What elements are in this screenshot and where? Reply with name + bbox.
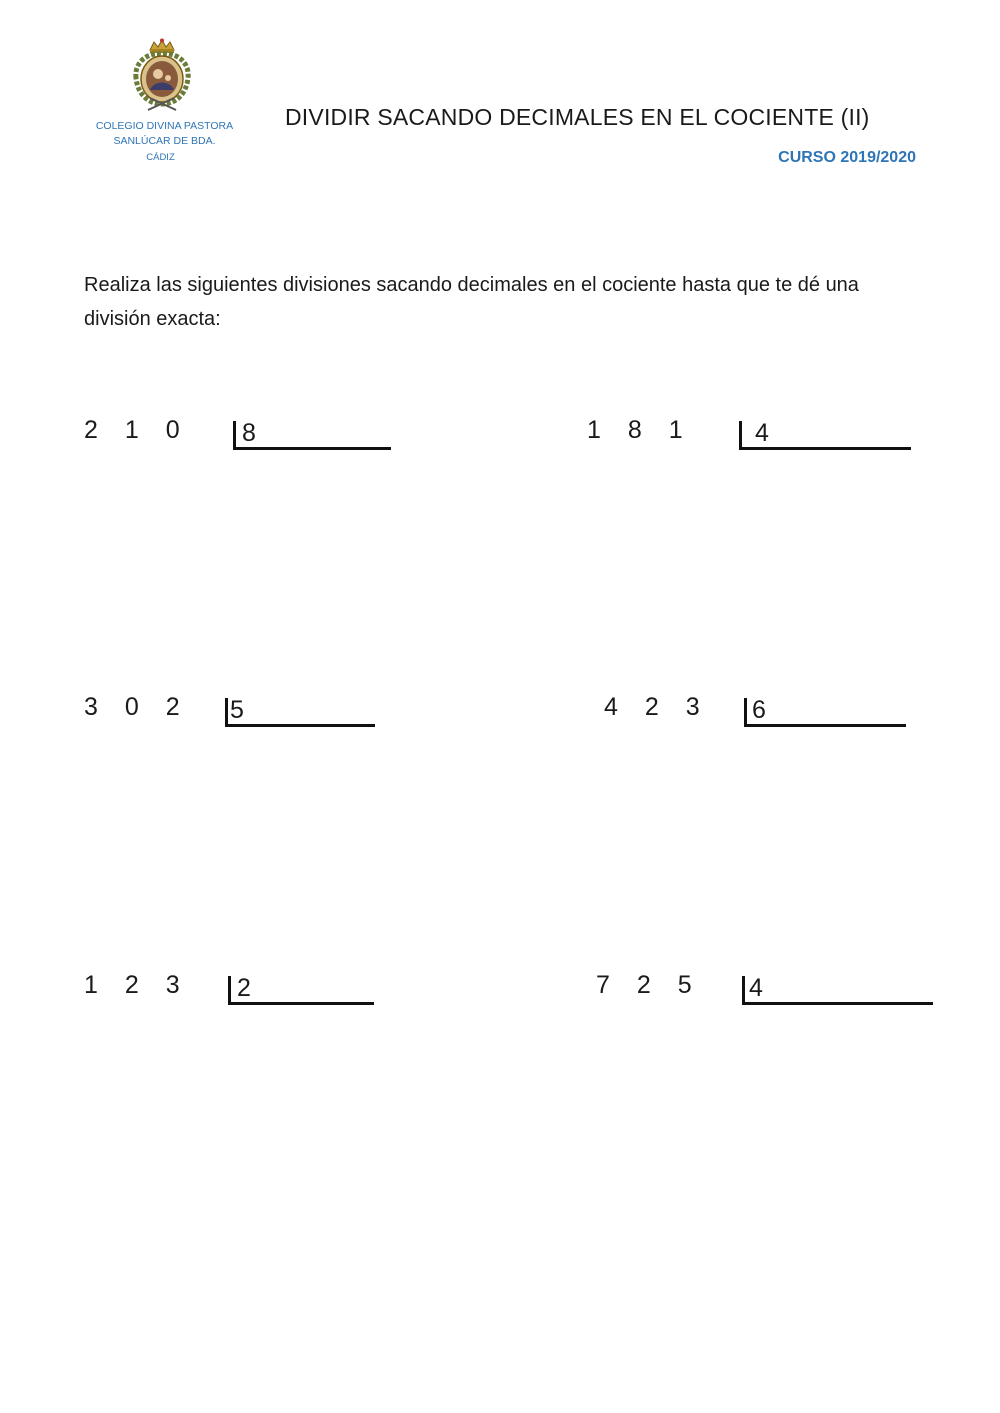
instructions-text: Realiza las siguientes divisiones sacando decimales en el cociente hasta que te dé una división exacta:: [84, 274, 859, 330]
divisor: 6: [752, 696, 766, 724]
dividend: 1 8 1: [587, 416, 693, 444]
divisor: 4: [755, 419, 769, 447]
school-name: COLEGIO DIVINA PASTORA: [95, 120, 234, 132]
course-label: CURSO 2019/2020: [778, 149, 916, 166]
page-title: DIVIDIR SACANDO DECIMALES EN EL COCIENTE (II): [285, 104, 870, 130]
dividend: 2 1 0: [84, 416, 190, 444]
dividend: 4 2 3: [604, 693, 710, 721]
coat-of-arms-icon: [126, 38, 198, 112]
division-bracket: [739, 421, 911, 450]
division-bracket: [228, 976, 374, 1005]
school-town: SANLÚCAR DE BDA.: [113, 135, 216, 147]
divisor: 4: [749, 974, 763, 1002]
divisor: 5: [230, 696, 244, 724]
division-bracket: [225, 698, 375, 727]
divisor: 8: [242, 419, 256, 447]
division-bracket: [744, 698, 906, 727]
dividend: 7 2 5: [596, 971, 702, 999]
division-bracket: [742, 976, 933, 1005]
dividend: 3 0 2: [84, 693, 190, 721]
school-city: CÁDIZ: [146, 152, 175, 163]
dividend: 1 2 3: [84, 971, 190, 999]
school-name-block: [92, 119, 237, 165]
division-bracket: [233, 421, 391, 450]
divisor: 2: [237, 974, 251, 1002]
